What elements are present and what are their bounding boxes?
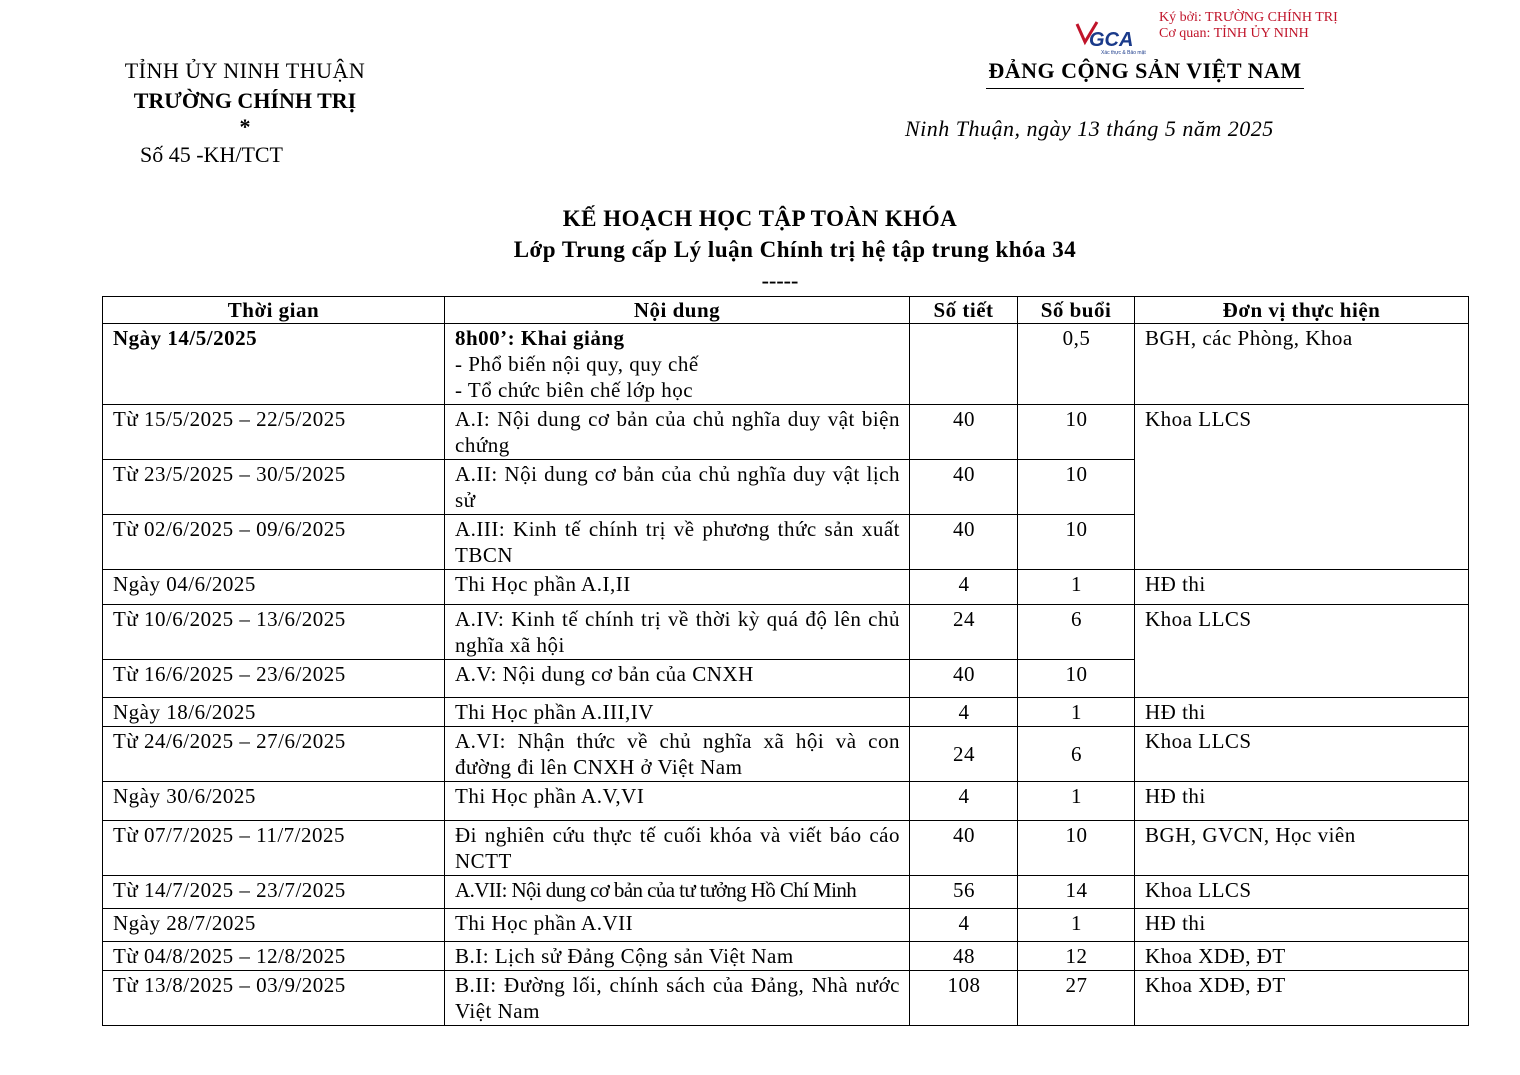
cell-periods: 4 bbox=[910, 782, 1018, 821]
cell-periods: 40 bbox=[910, 821, 1018, 876]
content-line: - Phổ biến nội quy, quy chế bbox=[455, 352, 699, 376]
cell-periods: 48 bbox=[910, 942, 1018, 971]
column-header-time: Thời gian bbox=[103, 297, 445, 324]
signature-info bbox=[1159, 10, 1359, 42]
cell-time: Từ 10/6/2025 – 13/6/2025 bbox=[103, 605, 445, 660]
cell-periods: 108 bbox=[910, 971, 1018, 1026]
cell-periods: 40 bbox=[910, 660, 1018, 698]
cell-content: A.V: Nội dung cơ bản của CNXH bbox=[445, 660, 910, 698]
table-row bbox=[103, 942, 1469, 971]
cell-time: Từ 16/6/2025 – 23/6/2025 bbox=[103, 660, 445, 698]
cell-time: Ngày 30/6/2025 bbox=[103, 782, 445, 821]
cell-unit: Khoa XDĐ, ĐT bbox=[1135, 971, 1469, 1026]
cell-unit: BGH, các Phòng, Khoa bbox=[1135, 324, 1469, 405]
cell-content: Thi Học phần A.V,VI bbox=[445, 782, 910, 821]
cell-periods: 40 bbox=[910, 515, 1018, 570]
cell-periods: 40 bbox=[910, 460, 1018, 515]
table-row bbox=[103, 605, 1469, 660]
cell-periods: 4 bbox=[910, 909, 1018, 942]
cell-sessions: 6 bbox=[1018, 727, 1135, 782]
cell-sessions: 0,5 bbox=[1018, 324, 1135, 405]
cell-sessions: 12 bbox=[1018, 942, 1135, 971]
cell-time: Từ 07/7/2025 – 11/7/2025 bbox=[103, 821, 445, 876]
cell-content: A.III: Kinh tế chính trị về phương thức sản xuất TBCN bbox=[445, 515, 910, 570]
place-date-line: Ninh Thuận, ngày 13 tháng 5 năm 2025 bbox=[905, 116, 1274, 141]
opening-ceremony-title: 8h00’: Khai giảng bbox=[455, 326, 625, 350]
cell-sessions: 1 bbox=[1018, 570, 1135, 605]
cell-sessions: 1 bbox=[1018, 782, 1135, 821]
cell-content: A.I: Nội dung cơ bản của chủ nghĩa duy vật biện chứng bbox=[445, 405, 910, 460]
vgca-logo-icon bbox=[1075, 18, 1155, 58]
cell-sessions: 6 bbox=[1018, 605, 1135, 660]
title-separator: ----- bbox=[761, 268, 799, 293]
table-row bbox=[103, 570, 1469, 605]
cell-sessions: 10 bbox=[1018, 460, 1135, 515]
table-row bbox=[103, 698, 1469, 727]
cell-unit: Khoa LLCS bbox=[1135, 876, 1469, 909]
cell-sessions: 10 bbox=[1018, 515, 1135, 570]
table-row bbox=[103, 821, 1469, 876]
cell-sessions: 27 bbox=[1018, 971, 1135, 1026]
cell-time: Từ 14/7/2025 – 23/7/2025 bbox=[103, 876, 445, 909]
cell-content: A.VI: Nhận thức về chủ nghĩa xã hội và con đường đi lên CNXH ở Việt Nam bbox=[445, 727, 910, 782]
cell-unit: HĐ thi bbox=[1135, 782, 1469, 821]
cell-sessions: 1 bbox=[1018, 909, 1135, 942]
cell-sessions: 14 bbox=[1018, 876, 1135, 909]
cell-content: A.VII: Nội dung cơ bản của tư tưởng Hồ Chí Minh bbox=[445, 876, 910, 909]
cell-time: Từ 15/5/2025 – 22/5/2025 bbox=[103, 405, 445, 460]
cell-time: Ngày 28/7/2025 bbox=[103, 909, 445, 942]
star-separator: * bbox=[239, 114, 251, 139]
cell-periods: 56 bbox=[910, 876, 1018, 909]
cell-unit: Khoa LLCS bbox=[1135, 405, 1469, 570]
column-header-periods: Số tiết bbox=[910, 297, 1018, 324]
column-header-sessions: Số buổi bbox=[1018, 297, 1135, 324]
cell-sessions: 10 bbox=[1018, 405, 1135, 460]
cell-periods: 24 bbox=[910, 727, 1018, 782]
cell-unit: HĐ thi bbox=[1135, 570, 1469, 605]
signing-agency-text: Cơ quan: TỈNH ỦY NINH bbox=[1159, 26, 1309, 41]
table-row bbox=[103, 876, 1469, 909]
table-row bbox=[103, 971, 1469, 1026]
cell-content: Thi Học phần A.III,IV bbox=[445, 698, 910, 727]
column-header-content: Nội dung bbox=[445, 297, 910, 324]
document-number: Số 45 -KH/TCT bbox=[140, 142, 283, 167]
cell-time: Từ 23/5/2025 – 30/5/2025 bbox=[103, 460, 445, 515]
cell-periods bbox=[910, 324, 1018, 405]
digital-signature-stamp bbox=[1075, 8, 1355, 60]
cell-content: B.I: Lịch sử Đảng Cộng sản Việt Nam bbox=[445, 942, 910, 971]
svg-text:Xác thực & Bảo mật: Xác thực & Bảo mật bbox=[1101, 50, 1146, 56]
school-name: TRƯỜNG CHÍNH TRỊ bbox=[133, 88, 357, 113]
cell-time: Ngày 18/6/2025 bbox=[103, 698, 445, 727]
cell-unit: Khoa LLCS bbox=[1135, 727, 1469, 782]
table-row bbox=[103, 324, 1469, 405]
cell-unit: Khoa XDĐ, ĐT bbox=[1135, 942, 1469, 971]
provincial-committee-name: TỈNH ỦY NINH THUẬN bbox=[124, 58, 366, 83]
table-row bbox=[103, 727, 1469, 782]
cell-content: Thi Học phần A.I,II bbox=[445, 570, 910, 605]
cell-unit: BGH, GVCN, Học viên bbox=[1135, 821, 1469, 876]
cell-periods: 24 bbox=[910, 605, 1018, 660]
cell-unit: Khoa LLCS bbox=[1135, 605, 1469, 698]
column-header-unit: Đơn vị thực hiện bbox=[1135, 297, 1469, 324]
cell-content: Đi nghiên cứu thực tế cuối khóa và viết báo cáo NCTT bbox=[445, 821, 910, 876]
cell-sessions: 1 bbox=[1018, 698, 1135, 727]
document-subtitle: Lớp Trung cấp Lý luận Chính trị hệ tập trung khóa 34 bbox=[513, 237, 1077, 262]
svg-text:GCA: GCA bbox=[1089, 29, 1134, 51]
issuing-agency-block bbox=[100, 56, 390, 172]
cell-time: Từ 13/8/2025 – 03/9/2025 bbox=[103, 971, 445, 1026]
content-line: - Tổ chức biên chế lớp học bbox=[455, 378, 694, 402]
table-row bbox=[103, 909, 1469, 942]
cell-unit: HĐ thi bbox=[1135, 909, 1469, 942]
cell-time: Từ 02/6/2025 – 09/6/2025 bbox=[103, 515, 445, 570]
table-row bbox=[103, 782, 1469, 821]
cell-time: Từ 24/6/2025 – 27/6/2025 bbox=[103, 727, 445, 782]
cell-periods: 4 bbox=[910, 698, 1018, 727]
cell-content: A.II: Nội dung cơ bản của chủ nghĩa duy vật lịch sử bbox=[445, 460, 910, 515]
study-plan-table bbox=[102, 296, 1469, 1026]
cell-periods: 40 bbox=[910, 405, 1018, 460]
cell-time: Ngày 04/6/2025 bbox=[103, 570, 445, 605]
cell-time: Ngày 14/5/2025 bbox=[103, 324, 445, 405]
party-name: ĐẢNG CỘNG SẢN VIỆT NAM bbox=[986, 56, 1303, 89]
cell-periods: 4 bbox=[910, 570, 1018, 605]
cell-sessions: 10 bbox=[1018, 660, 1135, 698]
party-motto-block bbox=[950, 56, 1340, 89]
table-row bbox=[103, 405, 1469, 460]
table-header-row bbox=[103, 297, 1469, 324]
signed-by-text: Ký bởi: TRƯỜNG CHÍNH TRỊ bbox=[1159, 10, 1338, 25]
cell-content: B.II: Đường lối, chính sách của Đảng, Nhà nước Việt Nam bbox=[445, 971, 910, 1026]
document-title: KẾ HOẠCH HỌC TẬP TOÀN KHÓA bbox=[562, 206, 958, 231]
cell-content bbox=[445, 324, 910, 405]
cell-content: Thi Học phần A.VII bbox=[445, 909, 910, 942]
cell-unit: HĐ thi bbox=[1135, 698, 1469, 727]
cell-sessions: 10 bbox=[1018, 821, 1135, 876]
cell-content: A.IV: Kinh tế chính trị về thời kỳ quá độ lên chủ nghĩa xã hội bbox=[445, 605, 910, 660]
cell-time: Từ 04/8/2025 – 12/8/2025 bbox=[103, 942, 445, 971]
